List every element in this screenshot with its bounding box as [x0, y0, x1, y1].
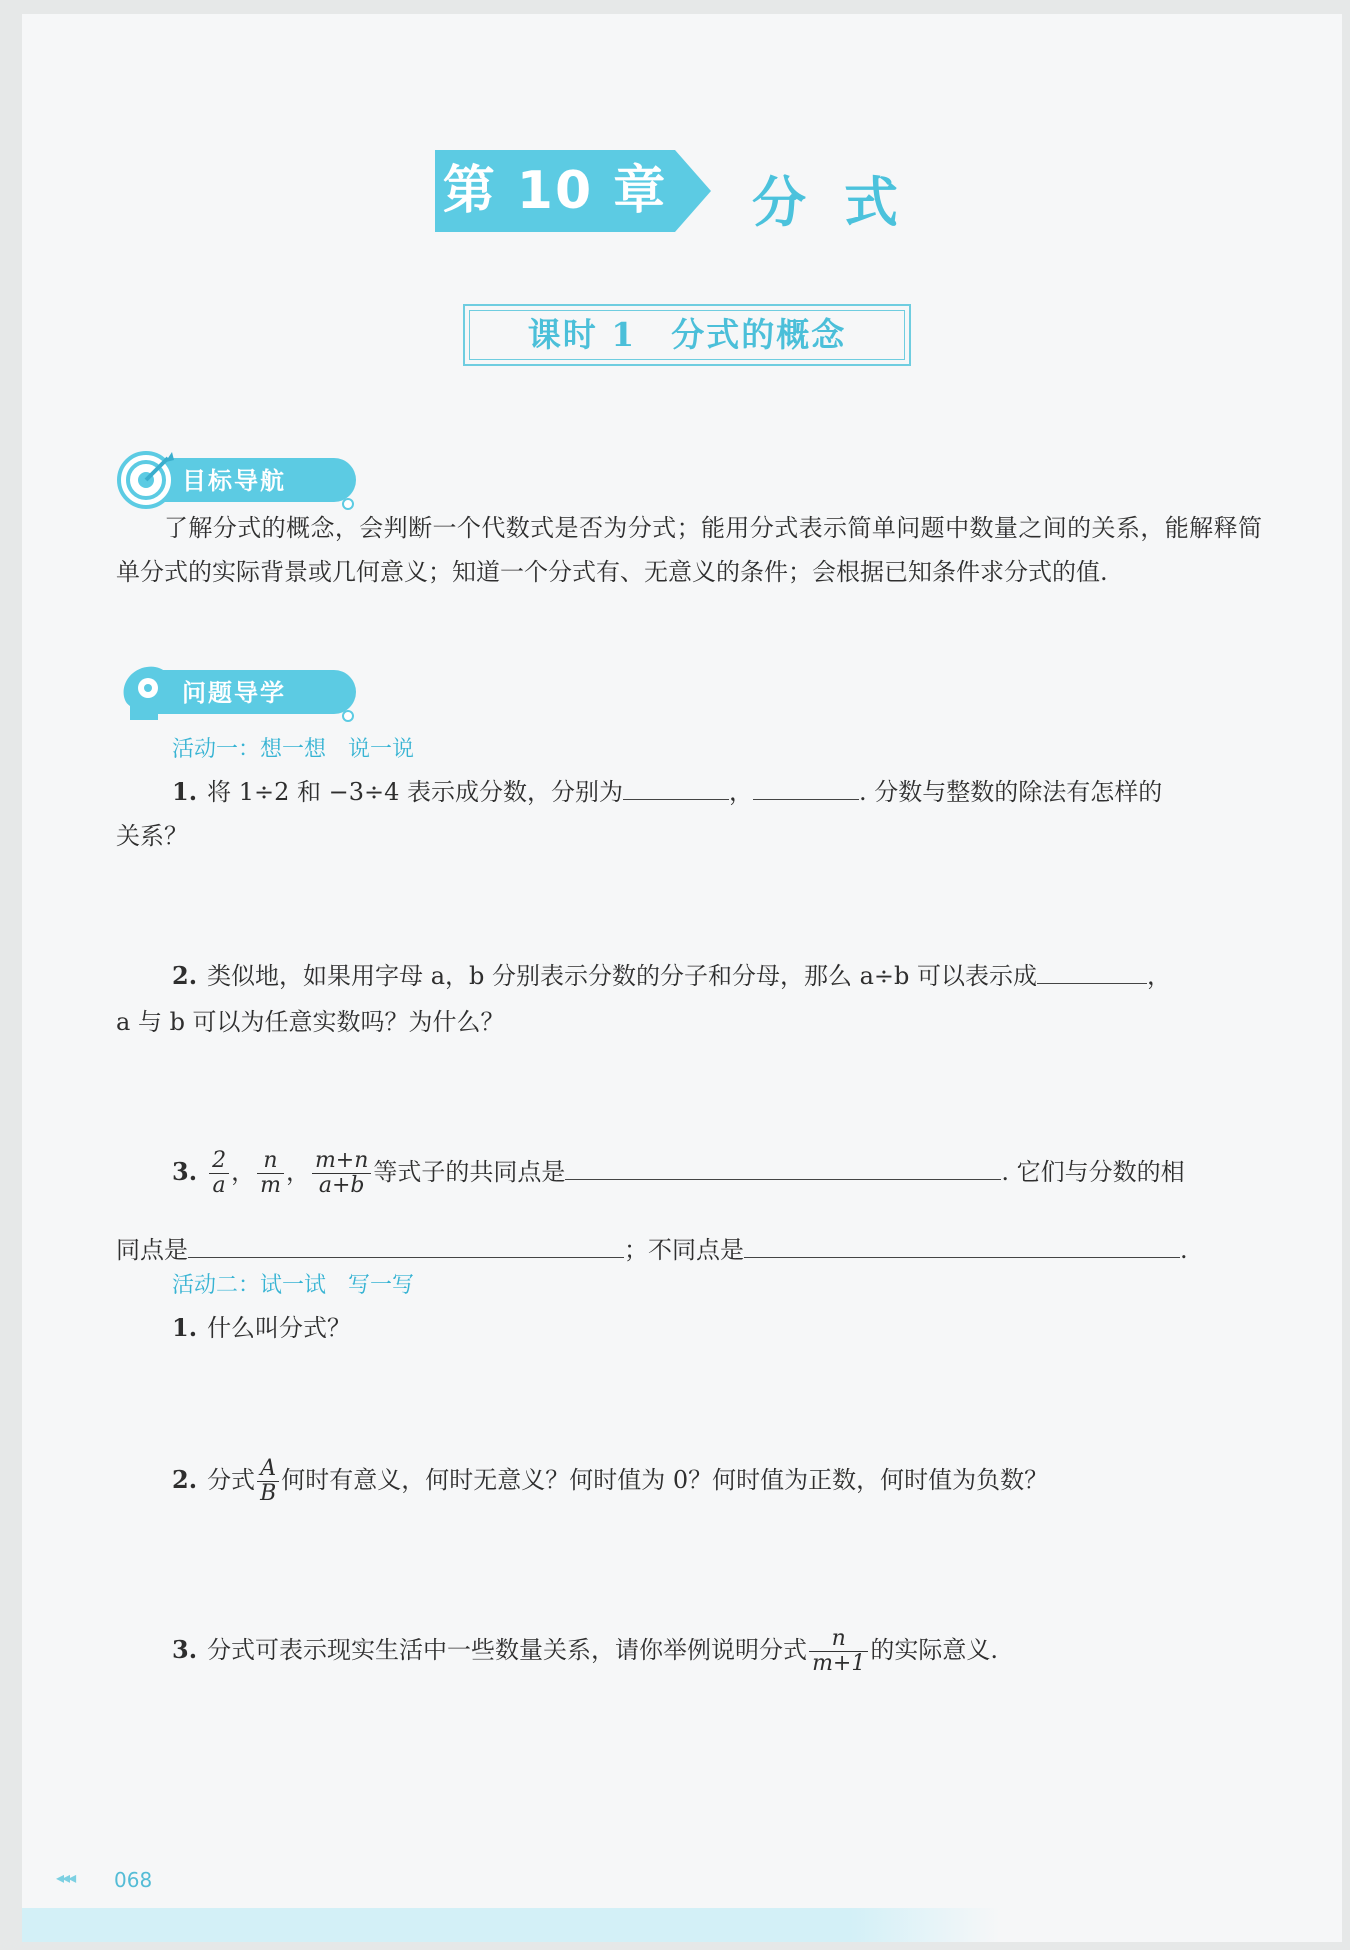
separator: ，: [1147, 962, 1172, 990]
activity2-question-3: [172, 1620, 998, 1680]
goals-badge: [116, 452, 356, 510]
activity1-question-3-cont: [116, 1228, 1188, 1272]
question-text: 同点是: [116, 1236, 188, 1264]
inquiry-badge: [116, 664, 356, 722]
answer-blank[interactable]: [753, 773, 859, 800]
page: [22, 14, 1342, 1942]
answer-blank[interactable]: [623, 773, 729, 800]
question-number: 3.: [172, 1635, 198, 1664]
activity1-question-1-cont: 关系？: [116, 822, 188, 850]
answer-blank[interactable]: [744, 1231, 1180, 1258]
question-text: 类似地，如果用字母 a，b 分别表示分数的分子和分母，那么 a÷b 可以表示成: [207, 962, 1038, 990]
activity1-question-1: [172, 770, 1162, 814]
activity2-question-1: [172, 1306, 351, 1350]
separator: ，: [231, 1158, 256, 1186]
question-number: 1.: [172, 777, 198, 806]
separator: ，: [728, 778, 753, 806]
lesson-title-box: [463, 304, 911, 366]
question-number: 2.: [172, 961, 198, 990]
chapter-title: 分式: [752, 171, 936, 234]
separator: .: [1180, 1236, 1188, 1264]
question-text: 什么叫分式？: [207, 1314, 352, 1342]
activity2-title: 活动二：试一试 写一写: [172, 1273, 415, 1298]
question-number: 3.: [172, 1157, 198, 1186]
activity1-question-3: [172, 1142, 1185, 1202]
activity2-question-2: [172, 1450, 1048, 1510]
question-text: 分式: [207, 1466, 256, 1494]
question-text: 将 1÷2 和 −3÷4 表示成分数，分别为: [207, 778, 623, 806]
answer-blank[interactable]: [188, 1231, 624, 1258]
chapter-label: 第 10 章: [442, 161, 668, 221]
goals-text: 了解分式的概念，会判断一个代数式是否为分式；能用分式表示简单问题中数量之间的关系，能解释简单分式的实际背景或几何意义；知道一个分式有、无意义的条件；会根据已知条件求分式的值.: [116, 514, 1262, 586]
answer-blank[interactable]: [565, 1153, 1001, 1180]
lesson-title: 课时 1 分式的概念: [469, 310, 905, 360]
page-number: 068: [114, 1868, 153, 1892]
question-text: . 分数与整数的除法有怎样的: [858, 778, 1163, 806]
question-text: 的实际意义.: [870, 1636, 998, 1664]
activity1-question-2: [172, 954, 1171, 998]
question-text: . 它们与分数的相: [1001, 1158, 1185, 1186]
fraction-mn-over-ab: $\frac{m+n}{a+b}$: [312, 1149, 371, 1198]
question-text: ；不同点是: [624, 1236, 744, 1264]
fraction-n-over-m-plus-1: $\frac{n}{m+1}$: [809, 1627, 868, 1676]
footer-band: [22, 1908, 1000, 1942]
inquiry-badge-label: 问题导学: [182, 679, 286, 707]
separator: ，: [285, 1158, 310, 1186]
activity1-question-2-cont: a 与 b 可以为任意实数吗？为什么？: [116, 1008, 505, 1036]
question-number: 1.: [172, 1313, 198, 1342]
question-number: 2.: [172, 1465, 198, 1494]
fraction-a-over-b: $\frac{A}{B}$: [257, 1457, 279, 1506]
chapter-banner: [435, 150, 711, 232]
activity1-title: 活动一：想一想 说一说: [172, 737, 415, 762]
head-gear-icon: [116, 662, 178, 724]
fraction-2-over-a: $\frac{2}{a}$: [209, 1149, 229, 1198]
fraction-n-over-m: $\frac{n}{m}$: [257, 1149, 284, 1198]
answer-blank[interactable]: [1037, 957, 1147, 984]
question-text: 分式可表示现实生活中一些数量关系，请你举例说明分式: [207, 1636, 808, 1664]
question-text: 等式子的共同点是: [373, 1158, 566, 1186]
double-arrow-icon: ◂◂◂: [56, 1868, 75, 1887]
target-icon: [116, 450, 176, 510]
question-text: 何时有意义，何时无意义？何时值为 0？何时值为正数，何时值为负数？: [281, 1466, 1049, 1494]
goals-badge-label: 目标导航: [182, 467, 286, 495]
